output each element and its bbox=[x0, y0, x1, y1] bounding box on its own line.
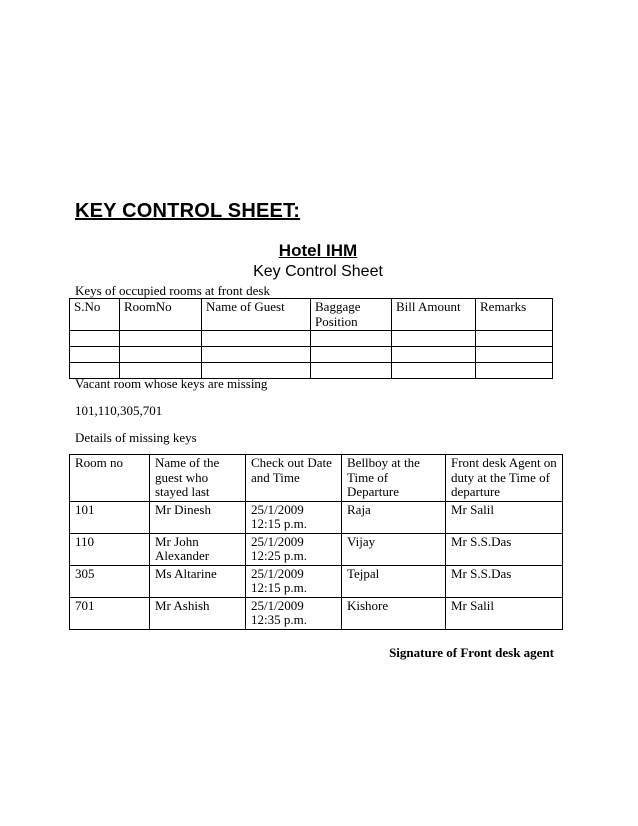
column-header: Name of the guest who stayed last bbox=[150, 455, 246, 502]
table-cell: 101 bbox=[70, 501, 150, 533]
table-header-row bbox=[70, 299, 553, 331]
table-row bbox=[70, 347, 553, 363]
table-cell: Mr Dinesh bbox=[150, 501, 246, 533]
table-cell bbox=[202, 347, 311, 363]
table-cell bbox=[70, 347, 120, 363]
table-cell: Mr Salil bbox=[446, 501, 563, 533]
table-cell: Tejpal bbox=[342, 565, 446, 597]
table-cell bbox=[392, 363, 476, 379]
table-cell: Vijay bbox=[342, 533, 446, 565]
column-header: Front desk Agent on duty at the Time of departure bbox=[446, 455, 563, 502]
column-header: S.No bbox=[70, 299, 120, 331]
occupied-keys-caption: Keys of occupied rooms at front desk bbox=[75, 283, 270, 298]
table-cell bbox=[120, 331, 202, 347]
page-heading: KEY CONTROL SHEET: bbox=[75, 200, 301, 222]
table-cell: 25/1/2009 12:15 p.m. bbox=[246, 501, 342, 533]
table-cell: 25/1/2009 12:15 p.m. bbox=[246, 565, 342, 597]
table-cell: Mr Salil bbox=[446, 597, 563, 629]
table-row bbox=[70, 597, 563, 629]
table-cell: 25/1/2009 12:25 p.m. bbox=[246, 533, 342, 565]
table-header-row bbox=[70, 455, 563, 502]
table-cell: Kishore bbox=[342, 597, 446, 629]
table-cell: Mr S.S.Das bbox=[446, 533, 563, 565]
table-cell bbox=[70, 331, 120, 347]
sheet-title: Key Control Sheet bbox=[253, 263, 383, 280]
table-cell: Mr Ashish bbox=[150, 597, 246, 629]
column-header: RoomNo bbox=[120, 299, 202, 331]
table-cell: Mr John Alexander bbox=[150, 533, 246, 565]
column-header: Remarks bbox=[476, 299, 553, 331]
column-header: Name of Guest bbox=[202, 299, 311, 331]
table-cell bbox=[476, 347, 553, 363]
table-cell bbox=[202, 331, 311, 347]
vacant-rooms-list: 101,110,305,701 bbox=[75, 403, 163, 418]
table-cell: Raja bbox=[342, 501, 446, 533]
column-header: Bellboy at the Time of Departure bbox=[342, 455, 446, 502]
table-cell bbox=[311, 363, 392, 379]
table-cell bbox=[392, 331, 476, 347]
table-cell: 305 bbox=[70, 565, 150, 597]
missing-keys-table bbox=[69, 454, 563, 630]
column-header: Room no bbox=[70, 455, 150, 502]
table-cell: 25/1/2009 12:35 p.m. bbox=[246, 597, 342, 629]
table-cell bbox=[476, 331, 553, 347]
column-header: Bill Amount bbox=[392, 299, 476, 331]
table-row bbox=[70, 501, 563, 533]
table-cell: 701 bbox=[70, 597, 150, 629]
table-row bbox=[70, 565, 563, 597]
table-cell bbox=[311, 347, 392, 363]
vacant-rooms-caption: Vacant room whose keys are missing bbox=[75, 376, 268, 391]
table-row bbox=[70, 331, 553, 347]
occupied-keys-table bbox=[69, 298, 553, 379]
column-header: Check out Date and Time bbox=[246, 455, 342, 502]
table-cell bbox=[311, 331, 392, 347]
table-cell: Ms Altarine bbox=[150, 565, 246, 597]
table-cell bbox=[476, 363, 553, 379]
table-cell bbox=[120, 347, 202, 363]
table-cell: 110 bbox=[70, 533, 150, 565]
column-header: Baggage Position bbox=[311, 299, 392, 331]
missing-keys-caption: Details of missing keys bbox=[75, 430, 197, 445]
table-cell: Mr S.S.Das bbox=[446, 565, 563, 597]
table-cell bbox=[392, 347, 476, 363]
table-row bbox=[70, 533, 563, 565]
hotel-name: Hotel IHM bbox=[278, 241, 358, 260]
signature-label: Signature of Front desk agent bbox=[389, 645, 554, 660]
